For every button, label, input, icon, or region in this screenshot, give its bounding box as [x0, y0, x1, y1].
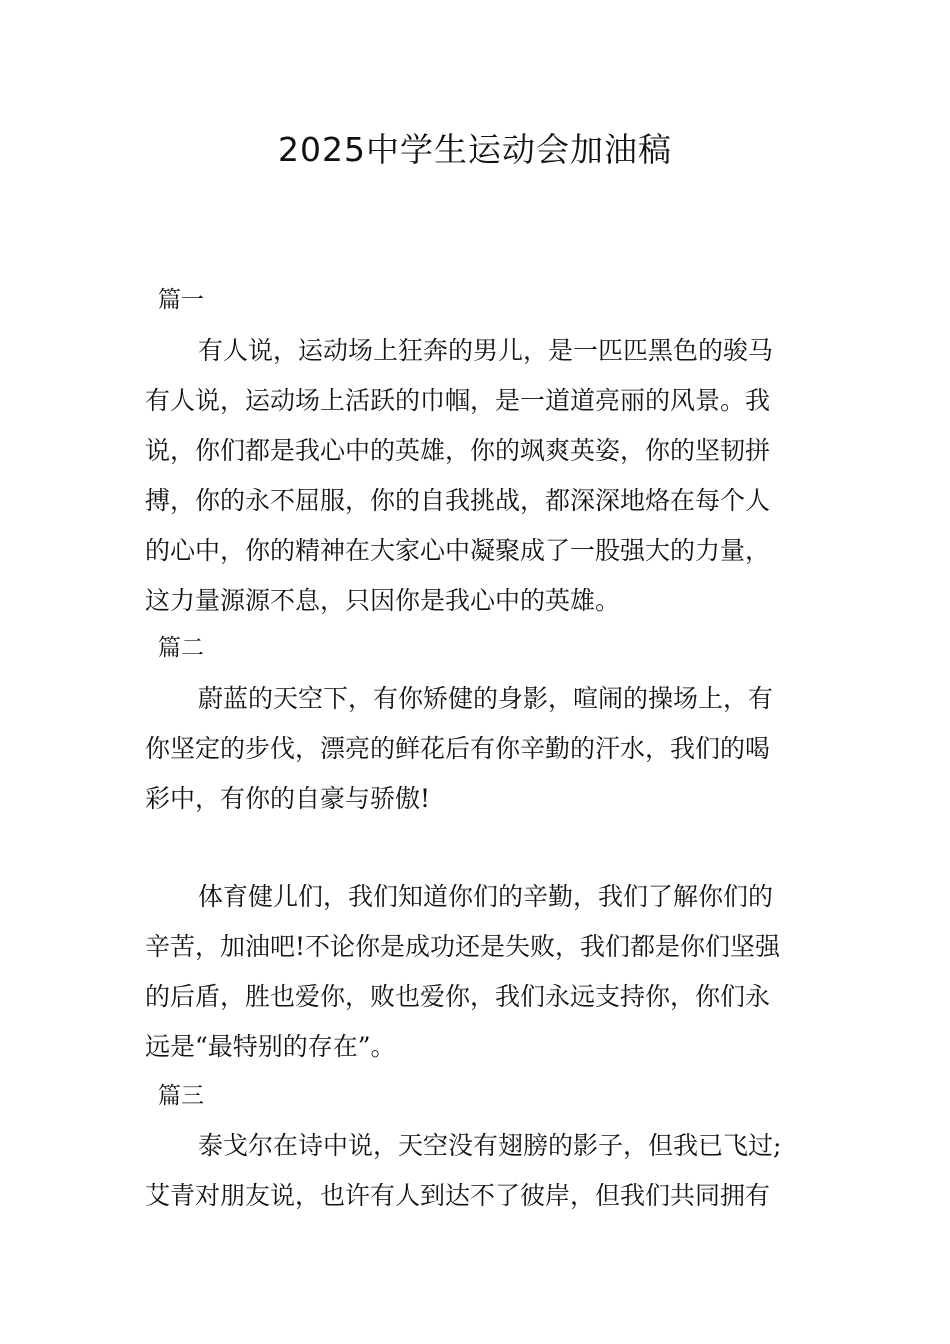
text-line: 有人说，运动场上活跃的巾帼，是一道道亮丽的风景。我 [145, 386, 771, 415]
section-heading-3: 篇三 [158, 1083, 204, 1109]
text-line: 这力量源源不息，只因你是我心中的英雄。 [145, 586, 621, 615]
text-line: 泰戈尔在诗中说，天空没有翅膀的影子，但我已飞过; [198, 1131, 782, 1160]
text-line: 彩中，有你的自豪与骄傲! [145, 784, 431, 813]
text-line: 有人说，运动场上狂奔的男儿，是一匹匹黑色的骏马 [198, 336, 774, 365]
paragraph [145, 1121, 807, 1221]
text-line: 辛苦，加油吧!不论你是成功还是失败，我们都是你们坚强 [145, 932, 781, 961]
text-line: 蔚蓝的天空下，有你矫健的身影，喧闹的操场上，有 [198, 684, 774, 713]
paragraph [145, 872, 807, 1072]
paragraph [145, 326, 807, 626]
document-title: 2025中学生运动会加油稿 [278, 130, 672, 169]
text-line: 你坚定的步伐，漂亮的鲜花后有你辛勤的汗水，我们的喝 [145, 734, 771, 763]
text-line: 的心中，你的精神在大家心中凝聚成了一股强大的力量， [145, 536, 771, 565]
text-line: 体育健儿们，我们知道你们的辛勤，我们了解你们的 [198, 882, 774, 911]
text-line: 远是“最特别的存在”。 [145, 1032, 396, 1061]
text-line: 说，你们都是我心中的英雄，你的飒爽英姿，你的坚韧拼 [145, 436, 771, 465]
text-line: 的后盾，胜也爱你，败也爱你，我们永远支持你，你们永 [145, 982, 771, 1011]
section-heading-1: 篇一 [158, 287, 204, 313]
text-line: 搏，你的永不屈服，你的自我挑战，都深深地烙在每个人 [145, 486, 771, 515]
paragraph [145, 674, 807, 824]
text-line: 艾青对朋友说，也许有人到达不了彼岸，但我们共同拥有 [145, 1181, 771, 1210]
section-heading-2: 篇二 [158, 635, 204, 661]
